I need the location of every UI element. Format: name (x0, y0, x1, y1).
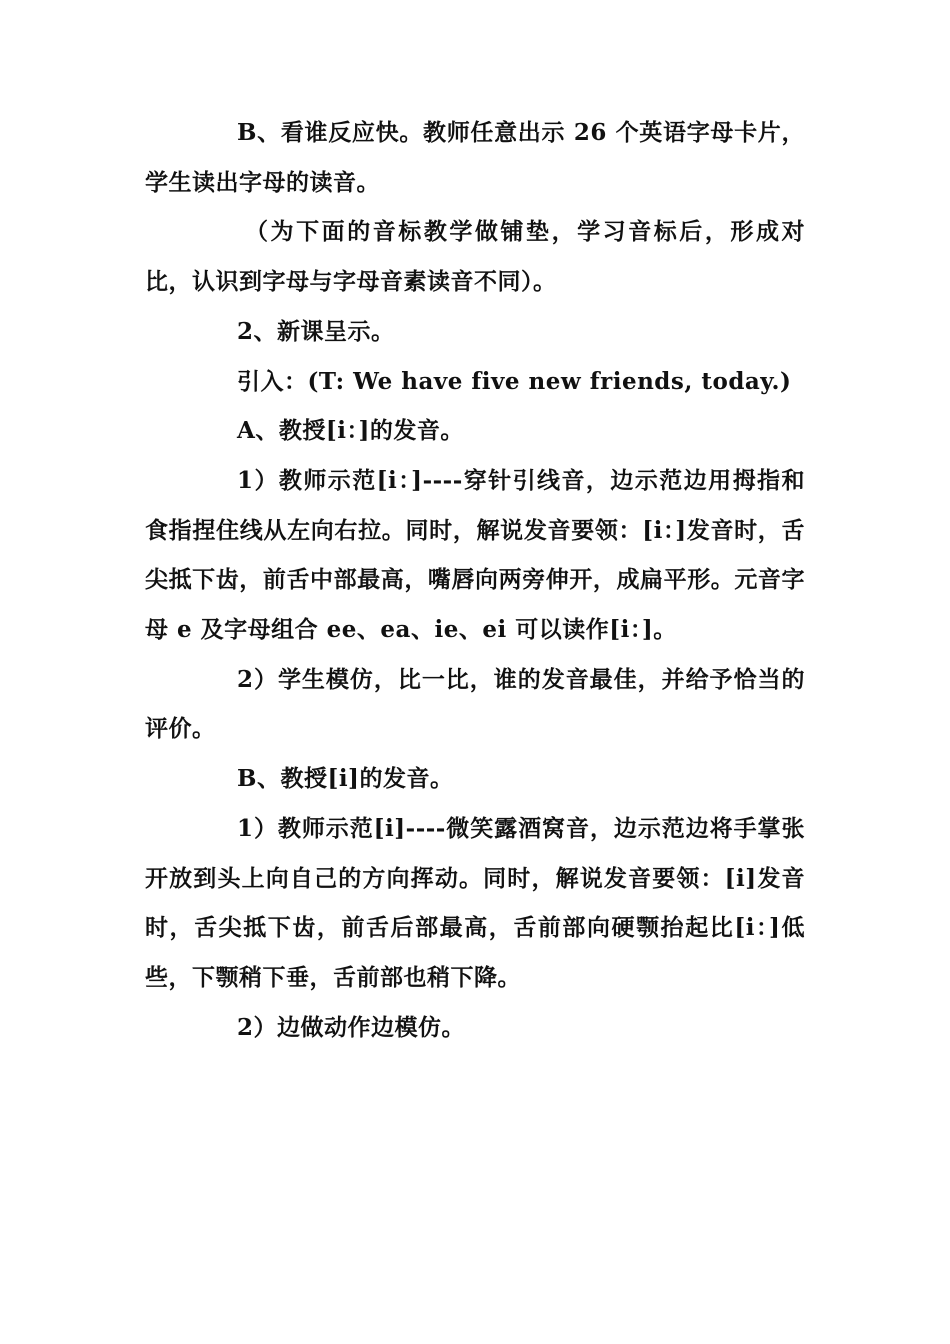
paragraph-imitate-long-i: 2）学生模仿，比一比，谁的发音最佳，并给予恰当的评价。 (145, 665, 805, 743)
paragraph-demo-short-i: 1）教师示范[i]----微笑露酒窝音，边示范边将手掌张开放到头上向自己的方向挥动。同时，解说发音要领：[i]发音时，舌尖抵下齿，前舌后部最高，舌前部向硬颚抬起比[i：]低些，下颚稍下垂，舌前部也稍下降。 (145, 814, 805, 991)
paragraph-introduction: 引入：(T: We have five new friends, today.) (237, 367, 792, 395)
paragraph-teach-long-i: A、教授[i：]的发音。 (237, 417, 464, 445)
paragraph-demo-long-i: 1）教师示范[i：]----穿针引线音，边示范边用拇指和食指捏住线从左向右拉。同时，解说发音要领：[i：]发音时，舌尖抵下齿，前舌中部最高，嘴唇向两旁伸开，成扁平形。元音字母 e 及字母组合 ee、ea、ie、ei 可以读作[i：]。 (145, 466, 805, 644)
paragraph-b-quick-reaction: B、看谁反应快。教师任意出示 26 个英语字母卡片，学生读出字母的读音。 (145, 119, 805, 196)
paragraph-teach-short-i: B、教授[i]的发音。 (237, 765, 454, 793)
document-body (145, 108, 805, 1052)
paragraph-phonetic-note: （为下面的音标教学做铺垫，学习音标后，形成对比，认识到字母与字母音素读音不同）。 (145, 218, 805, 296)
paragraph-imitate-short-i: 2）边做动作边模仿。 (237, 1013, 466, 1041)
paragraph-new-lesson: 2、新课呈示。 (237, 317, 395, 345)
